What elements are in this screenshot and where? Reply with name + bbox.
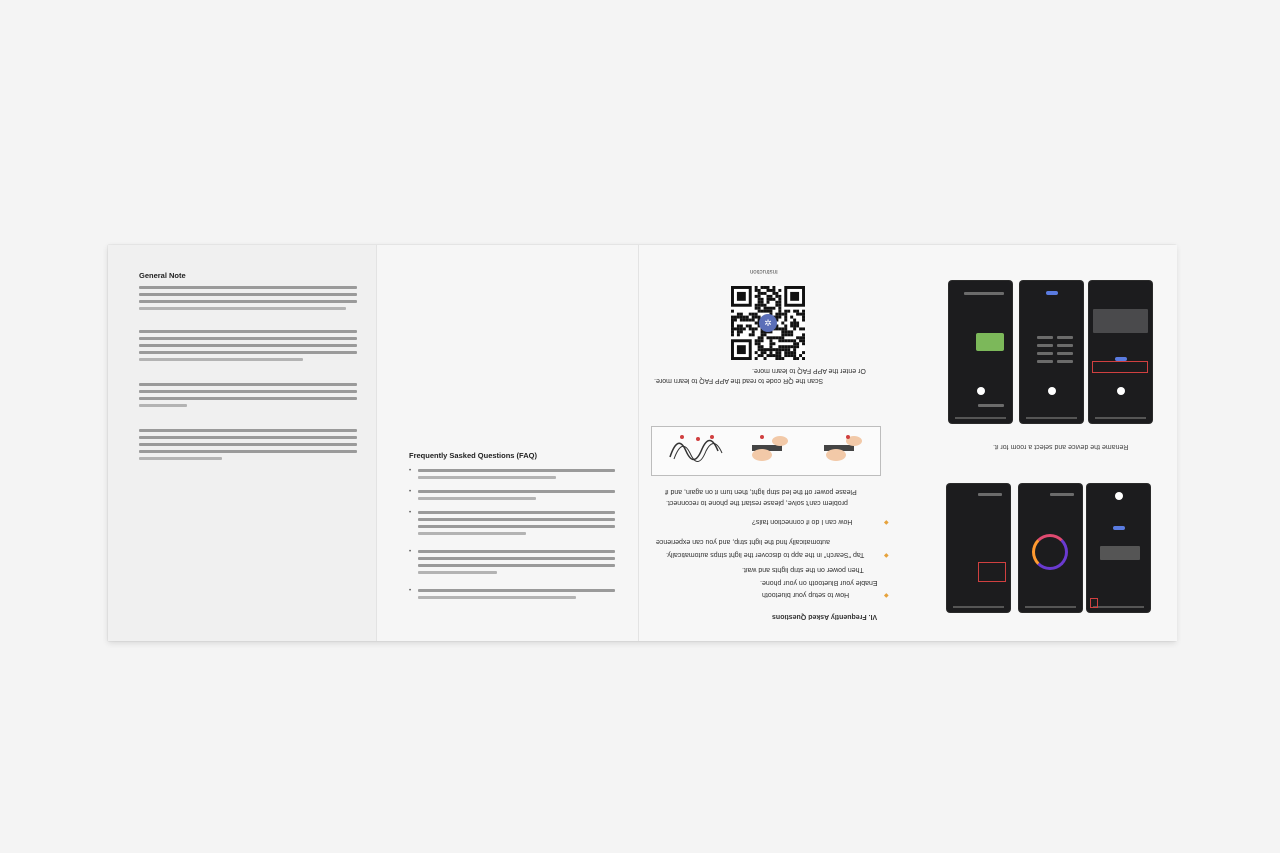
faq-item — [409, 469, 615, 483]
q3-line-1: Please power off the led strip light, then turn it on again, and if — [665, 488, 857, 495]
bullet-icon: • — [409, 588, 412, 594]
steps-caption: Rename the device and select a room for it. — [993, 443, 1129, 450]
q3-line-2: problem can't solve, please restart the phone to reconnect. — [666, 499, 848, 506]
general-note-paragraph-2 — [139, 330, 357, 365]
section-heading: VI. Frequently Asked Questions — [772, 613, 878, 620]
general-note-paragraph-3 — [139, 383, 357, 411]
q1-line-1: Enable your Bluetooth on your phone. — [760, 579, 878, 586]
phone-screenshot — [1089, 281, 1152, 423]
bullet-icon: • — [409, 468, 412, 474]
faq-item — [409, 511, 615, 539]
phone-screenshot — [1087, 484, 1150, 612]
q2-line-1: Tap "Search" in the app to discover the light strips automatically. — [666, 551, 865, 558]
q1-line-2: Then power on the strip lights and wait. — [742, 566, 864, 573]
faq-item — [409, 589, 615, 603]
bullet-icon: • — [409, 510, 412, 516]
general-note-paragraph-1 — [139, 286, 357, 314]
strip-illustration — [651, 426, 881, 476]
qr-label: Instruction — [750, 268, 778, 274]
phone-screenshot — [947, 484, 1010, 612]
q1-question: How to setup your bluetooth — [762, 591, 850, 598]
scan-text-line-1: Scan the QR code to read the APP FAQ to learn more. — [654, 377, 824, 384]
bullet-icon: ◆ — [884, 553, 889, 559]
phone-screenshot — [1020, 281, 1083, 423]
bullet-icon: ◆ — [884, 593, 889, 599]
bullet-icon: ◆ — [884, 520, 889, 526]
general-note-paragraph-4 — [139, 429, 357, 464]
panel-faq — [376, 245, 639, 641]
q3-question: How can I do if connection fails? — [752, 518, 853, 525]
faq-title: Frequently Sasked Questions (FAQ) — [409, 451, 537, 460]
faq-item — [409, 550, 615, 578]
phone-screenshot — [1019, 484, 1082, 612]
faq-item — [409, 490, 615, 504]
qr-logo-icon: ✲ — [759, 314, 777, 332]
q2-line-2: automatically find the light strip, and you can experience — [656, 538, 830, 545]
bullet-icon: • — [409, 489, 412, 495]
phone-screenshot — [949, 281, 1012, 423]
device-card — [976, 333, 1004, 351]
general-note-title: General Note — [139, 271, 186, 280]
bullet-icon: • — [409, 549, 412, 555]
qr-code — [731, 286, 805, 360]
scan-text-line-2: Or enter the APP FAQ to learn more. — [752, 367, 866, 374]
